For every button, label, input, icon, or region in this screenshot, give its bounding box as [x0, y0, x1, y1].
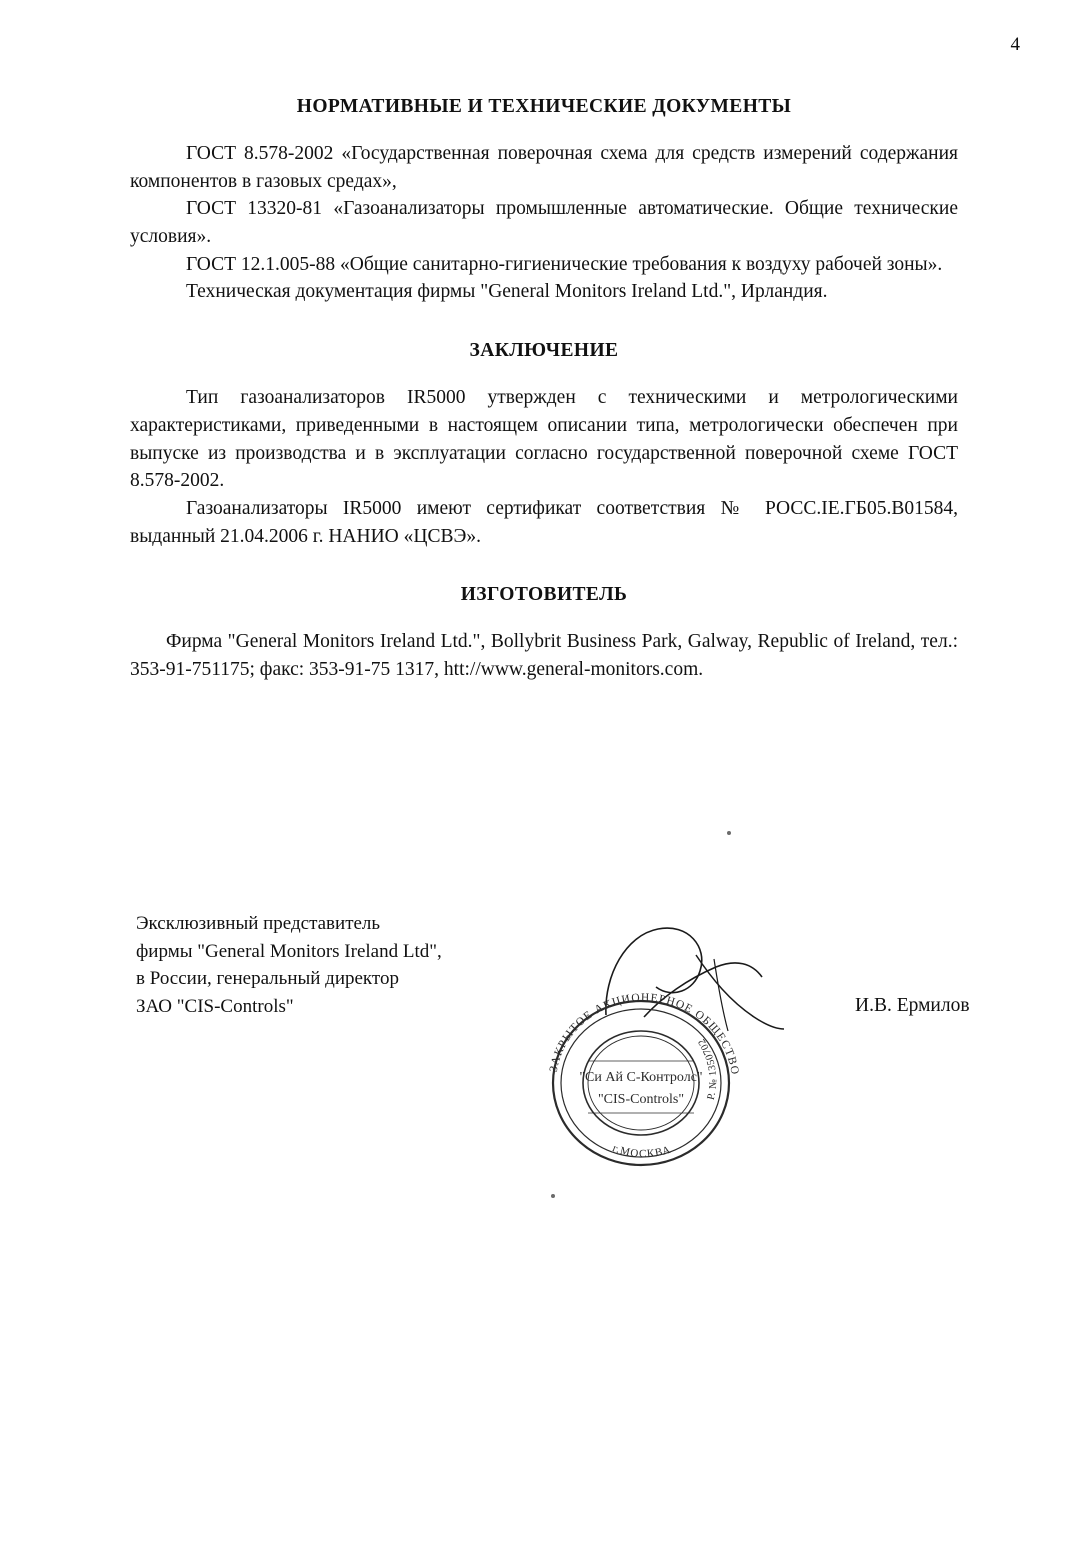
paragraph-gost-13320: ГОСТ 13320-81 «Газоанализаторы промышленные автоматические. Общие технические условия».: [130, 198, 958, 248]
page-number: 4: [1010, 34, 1020, 55]
signature-block: [136, 910, 556, 1020]
section-title-documents: НОРМАТИВНЫЕ И ТЕХНИЧЕСКИЕ ДОКУМЕНТЫ: [296, 96, 792, 117]
stamp-bottom-text: г.МОСКВА: [610, 1142, 673, 1161]
section-title-manufacturer: ИЗГОТОВИТЕЛЬ: [460, 584, 628, 606]
signature-line-1: Эксклюзивный представитель: [136, 913, 381, 934]
paragraph-conclusion-1: Тип газоанализаторов IR5000 утвержден с техническими и метрологическими характеристиками, приведенными в настоящем описании типа, метрологически обеспечен при выпуске из производства и в эксплуатации согласно государственной поверочной схеме ГОСТ 8.578-2002.: [130, 387, 958, 492]
svg-text:г.МОСКВА: [611, 1142, 673, 1160]
svg-text:Р. № 1350702: [696, 1036, 719, 1101]
signatory-name: И.В. Ермилов: [855, 995, 970, 1016]
paragraph-technical-documentation: Техническая документация фирмы "General Monitors Ireland Ltd.", Ирландия.: [186, 281, 828, 303]
stamp-center-line-1: "Си Ай С-Контролс": [579, 1070, 703, 1085]
stamp-center-line-2: "CIS-Controls": [597, 1092, 685, 1107]
stamp-outer-text: ЗАКРЫТОЕ АКЦИОНЕРНОЕ ОБЩЕСТВО: [547, 991, 741, 1077]
page-speck-2: [551, 1194, 555, 1198]
company-stamp: [536, 985, 746, 1175]
document-content: [130, 96, 958, 684]
paragraph-gost-8578: ГОСТ 8.578-2002 «Государственная поверочная схема для средств измерений содержания компонентов в газовых средах»,: [130, 143, 958, 192]
signature-line-3: в России, генеральный директор: [136, 968, 399, 990]
paragraph-conclusion-2: Газоанализаторы IR5000 имеют сертификат соответствия № РОСС.IE.ГБ05.В01584, выданный 21.04.2006 г. НАНИО «ЦСВЭ».: [130, 497, 958, 547]
page-speck-1: [727, 831, 731, 835]
signature-line-2: фирмы "General Monitors Ireland Ltd",: [136, 940, 442, 962]
paragraph-gost-12-1-005: ГОСТ 12.1.005-88 «Общие санитарно-гигиенические требования к воздуху рабочей зоны».: [186, 253, 943, 275]
paragraph-manufacturer: Фирма "General Monitors Ireland Ltd.", Bollybrit Business Park, Galway, Republic of Ireland, тел.: 353-91-751175; факс: 353-91-75 1317, htt://www.general-monitors.com.: [130, 631, 958, 680]
section-title-conclusion: ЗАКЛЮЧЕНИЕ: [469, 340, 619, 362]
signature-line-4: ЗАО "CIS-Controls": [136, 995, 294, 1017]
stamp-registration: Р. № 1350702: [696, 1036, 720, 1102]
